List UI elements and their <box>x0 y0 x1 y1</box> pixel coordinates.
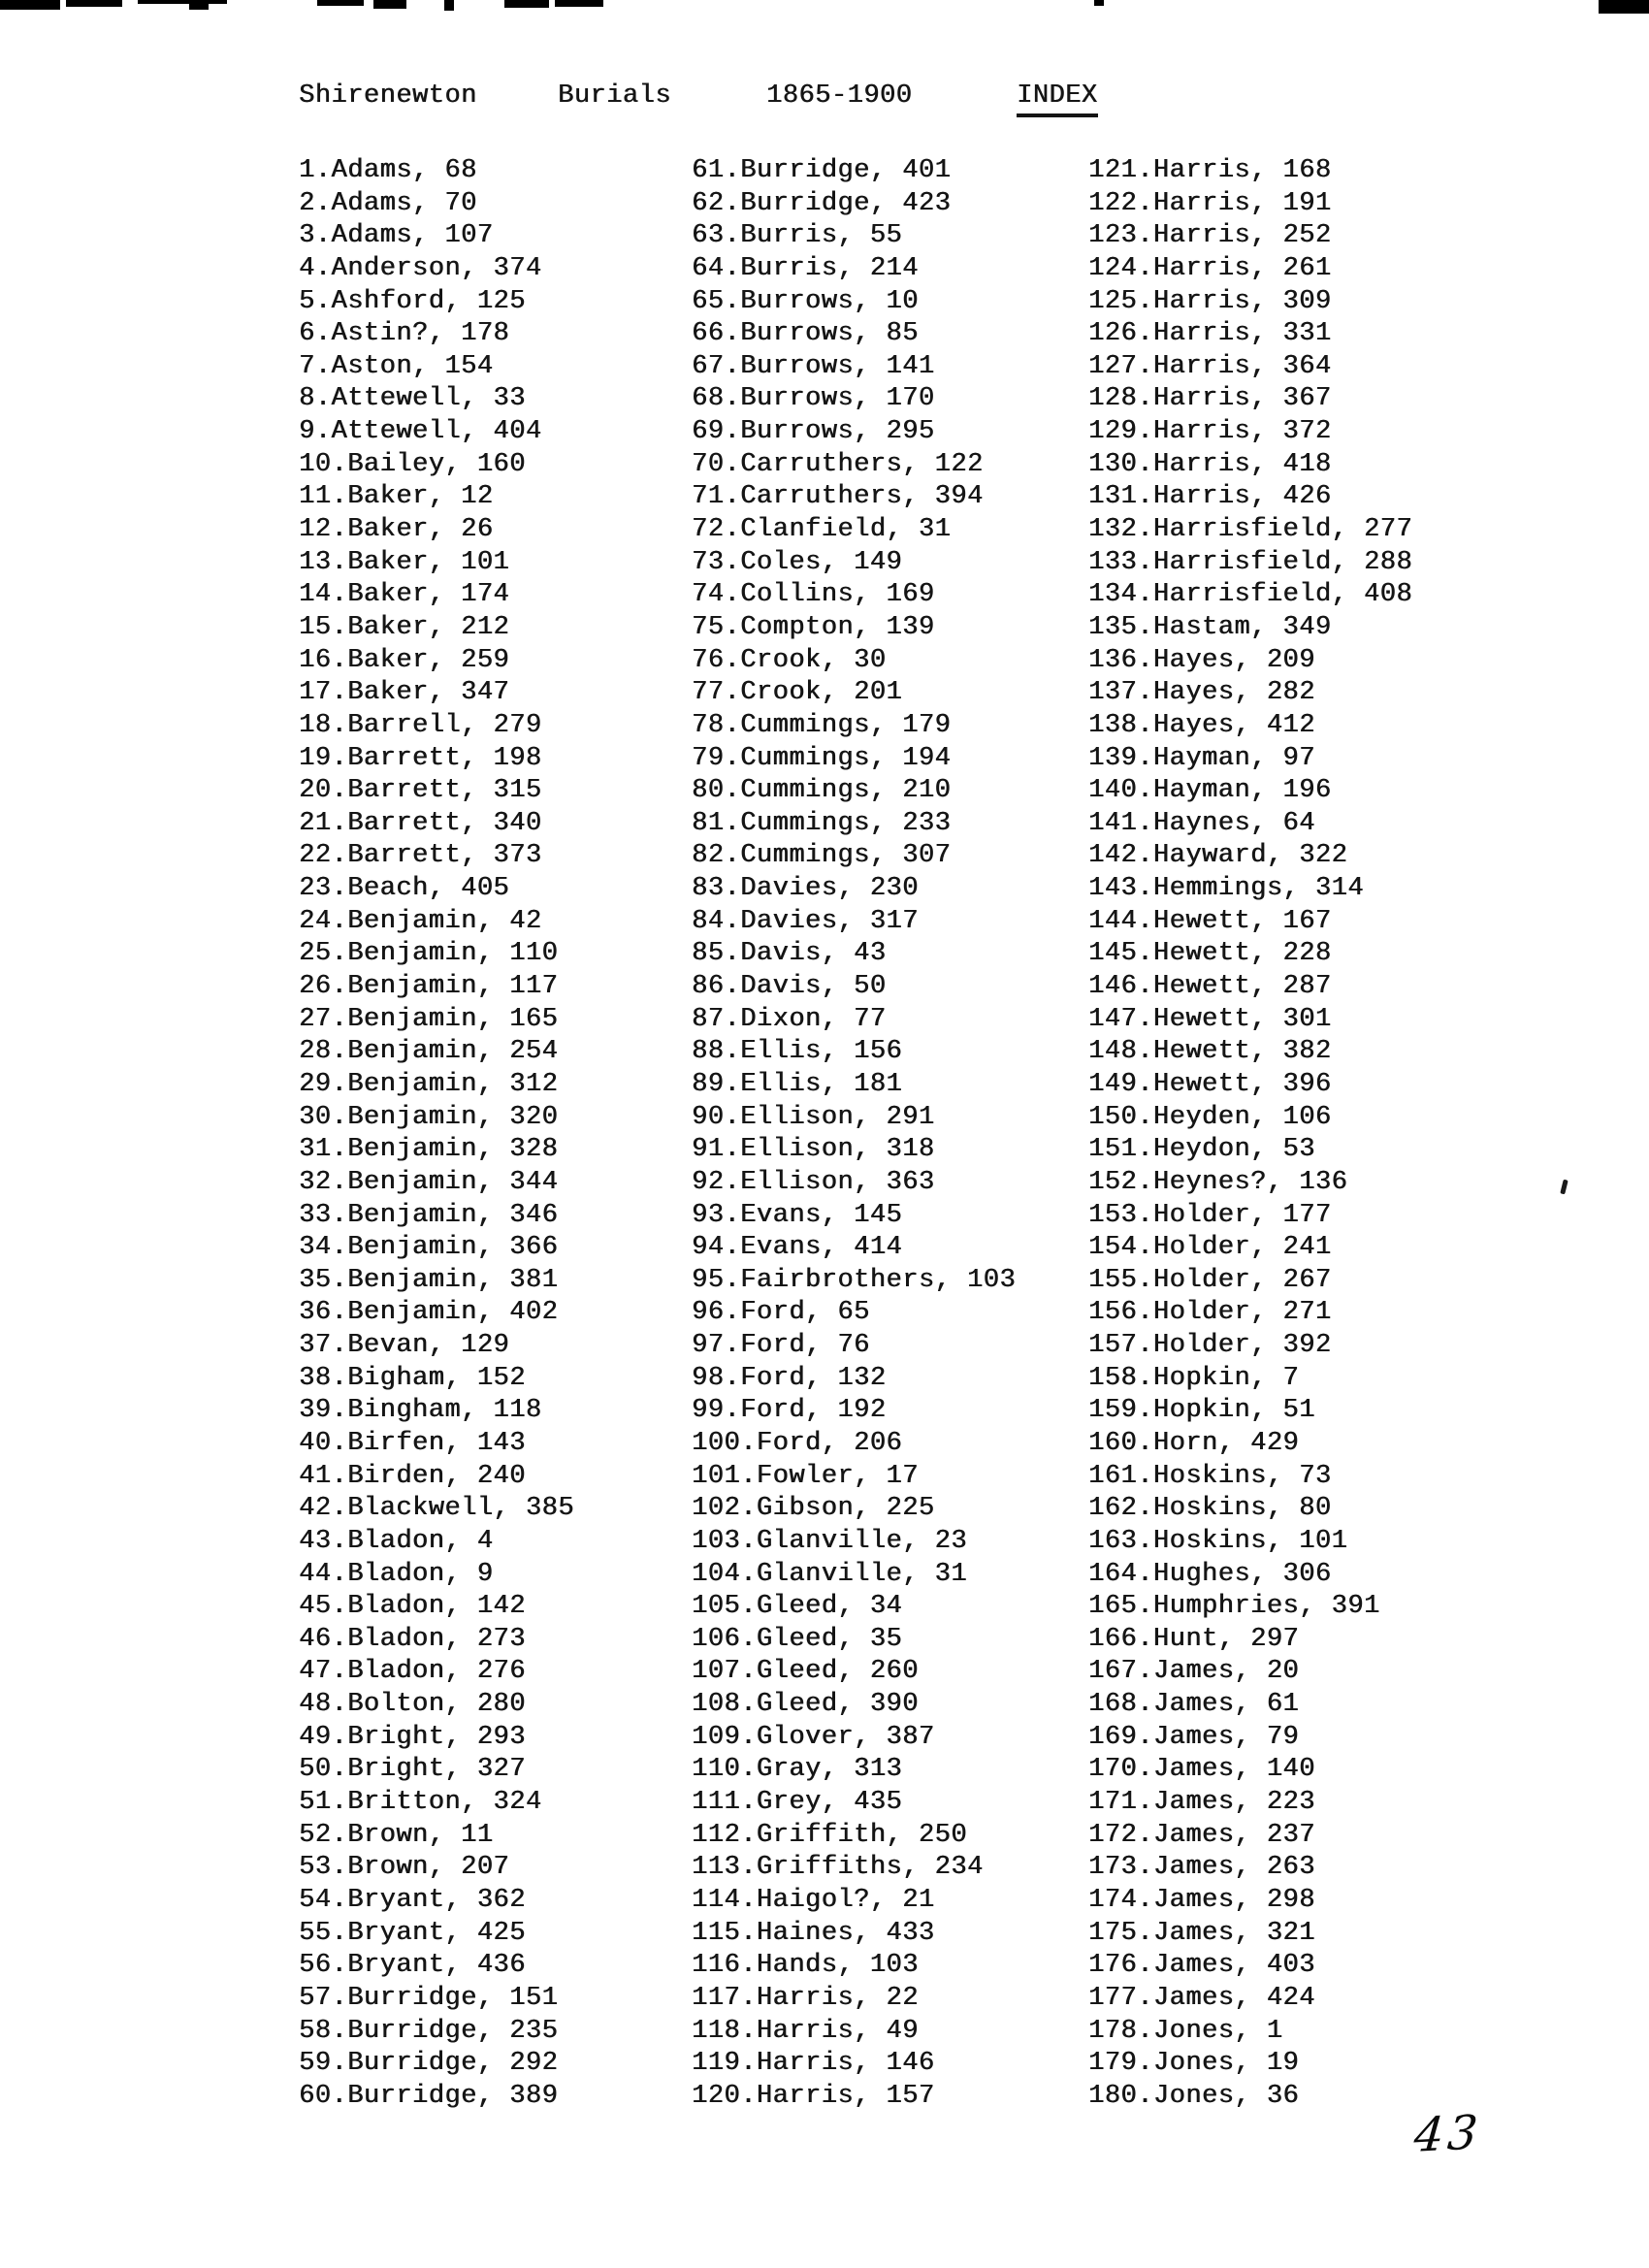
column-2 <box>692 155 1016 2113</box>
index-entry: 115.Haines, 433 <box>692 1918 935 1948</box>
index-entry: 51.Britton, 324 <box>299 1788 542 1818</box>
index-entry: 26.Benjamin, 117 <box>299 972 559 1002</box>
index-entry: 166.Hunt, 297 <box>1088 1624 1300 1654</box>
index-entry: 100.Ford, 206 <box>692 1428 903 1458</box>
index-entry: 150.Heyden, 106 <box>1088 1102 1332 1132</box>
index-entry: 159.Hopkin, 51 <box>1088 1396 1315 1426</box>
index-entry: 91.Ellison, 318 <box>692 1135 935 1165</box>
index-entry: 96.Ford, 65 <box>692 1298 870 1328</box>
scan-artifact <box>189 0 209 10</box>
index-entry: 117.Harris, 22 <box>692 1983 919 2013</box>
index-entry: 77.Crook, 201 <box>692 678 903 708</box>
index-entry: 37.Bevan, 129 <box>299 1331 510 1361</box>
index-entry: 107.Gleed, 260 <box>692 1657 919 1687</box>
index-entry: 34.Benjamin, 366 <box>299 1233 559 1263</box>
index-entry: 123.Harris, 252 <box>1088 221 1332 251</box>
index-entry: 173.James, 263 <box>1088 1853 1315 1883</box>
index-entry: 64.Burris, 214 <box>692 253 919 283</box>
index-entry: 126.Harris, 331 <box>1088 319 1332 349</box>
index-entry: 135.Hastam, 349 <box>1088 612 1332 642</box>
index-entry: 56.Bryant, 436 <box>299 1951 526 1981</box>
index-entry: 80.Cummings, 210 <box>692 776 952 806</box>
index-entry: 84.Davies, 317 <box>692 906 919 936</box>
index-entry: 20.Barrett, 315 <box>299 776 542 806</box>
index-entry: 62.Burridge, 423 <box>692 188 952 218</box>
index-entry: 101.Fowler, 17 <box>692 1461 919 1491</box>
index-entry: 127.Harris, 364 <box>1088 351 1332 381</box>
index-entry: 8.Attewell, 33 <box>299 384 526 414</box>
index-entry: 142.Hayward, 322 <box>1088 841 1348 871</box>
index-entry: 1.Adams, 68 <box>299 156 477 185</box>
index-entry: 154.Holder, 241 <box>1088 1233 1332 1263</box>
index-entry: 103.Glanville, 23 <box>692 1526 967 1556</box>
index-entry: 67.Burrows, 141 <box>692 351 935 381</box>
index-entry: 49.Bright, 293 <box>299 1722 526 1752</box>
index-entry: 44.Bladon, 9 <box>299 1559 494 1589</box>
index-entry: 55.Bryant, 425 <box>299 1918 526 1948</box>
index-entry: 148.Hewett, 382 <box>1088 1037 1332 1067</box>
handwritten-page-number: 43 <box>1411 2105 1484 2163</box>
index-entry: 33.Benjamin, 346 <box>299 1200 559 1230</box>
index-entry: 172.James, 237 <box>1088 1820 1315 1850</box>
index-entry: 99.Ford, 192 <box>692 1396 887 1426</box>
index-entry: 47.Bladon, 276 <box>299 1657 526 1687</box>
index-entry: 143.Hemmings, 314 <box>1088 874 1364 904</box>
index-entry: 120.Harris, 157 <box>692 2081 935 2111</box>
index-entry: 69.Burrows, 295 <box>692 417 935 447</box>
index-entry: 109.Glover, 387 <box>692 1722 935 1752</box>
index-entry: 71.Carruthers, 394 <box>692 482 984 512</box>
header-index-label: INDEX <box>1017 81 1098 117</box>
scan-artifact <box>317 0 364 6</box>
index-entry: 24.Benjamin, 42 <box>299 906 542 936</box>
index-entry: 124.Harris, 261 <box>1088 253 1332 283</box>
index-entry: 137.Hayes, 282 <box>1088 678 1315 708</box>
index-entry: 140.Hayman, 196 <box>1088 776 1332 806</box>
index-entry: 178.Jones, 1 <box>1088 2016 1283 2046</box>
index-entry: 176.James, 403 <box>1088 1951 1315 1981</box>
index-entry: 162.Hoskins, 80 <box>1088 1494 1332 1524</box>
index-entry: 16.Baker, 259 <box>299 645 510 675</box>
index-entry: 41.Birden, 240 <box>299 1461 526 1491</box>
index-entry: 141.Haynes, 64 <box>1088 808 1315 838</box>
scan-artifact <box>444 0 454 11</box>
index-entry: 13.Baker, 101 <box>299 547 510 577</box>
index-entry: 58.Burridge, 235 <box>299 2016 559 2046</box>
index-entry: 106.Gleed, 35 <box>692 1624 903 1654</box>
index-entry: 112.Griffith, 250 <box>692 1820 967 1850</box>
index-entry: 5.Ashford, 125 <box>299 286 526 316</box>
index-entry: 59.Burridge, 292 <box>299 2049 559 2079</box>
index-entry: 147.Hewett, 301 <box>1088 1004 1332 1034</box>
index-entry: 63.Burris, 55 <box>692 221 903 251</box>
index-entry: 93.Evans, 145 <box>692 1200 903 1230</box>
scan-artifact <box>373 0 406 9</box>
index-entry: 169.James, 79 <box>1088 1722 1300 1752</box>
scan-artifact <box>1094 0 1104 6</box>
index-entry: 75.Compton, 139 <box>692 612 935 642</box>
index-entry: 152.Heynes?, 136 <box>1088 1167 1348 1197</box>
index-entry: 18.Barrell, 279 <box>299 710 542 740</box>
index-entry: 111.Grey, 435 <box>692 1788 903 1818</box>
index-entry: 161.Hoskins, 73 <box>1088 1461 1332 1491</box>
index-entry: 158.Hopkin, 7 <box>1088 1363 1300 1393</box>
index-entry: 30.Benjamin, 320 <box>299 1102 559 1132</box>
index-entry: 31.Benjamin, 328 <box>299 1135 559 1165</box>
index-entry: 6.Astin?, 178 <box>299 319 510 349</box>
index-entry: 157.Holder, 392 <box>1088 1331 1332 1361</box>
index-entry: 88.Ellis, 156 <box>692 1037 903 1067</box>
column-3 <box>1088 155 1412 2113</box>
index-entry: 167.James, 20 <box>1088 1657 1300 1687</box>
index-entry: 170.James, 140 <box>1088 1755 1315 1785</box>
index-entry: 165.Humphries, 391 <box>1088 1592 1380 1622</box>
index-entry: 46.Bladon, 273 <box>299 1624 526 1654</box>
scan-artifact-corner <box>1599 0 1649 14</box>
index-entry: 40.Birfen, 143 <box>299 1428 526 1458</box>
index-entry: 130.Harris, 418 <box>1088 449 1332 479</box>
index-entry: 15.Baker, 212 <box>299 612 510 642</box>
header-place: Shirenewton <box>299 81 477 111</box>
index-entry: 146.Hewett, 287 <box>1088 972 1332 1002</box>
index-entry: 90.Ellison, 291 <box>692 1102 935 1132</box>
index-entry: 132.Harrisfield, 277 <box>1088 515 1413 545</box>
index-entry: 32.Benjamin, 344 <box>299 1167 559 1197</box>
index-entry: 119.Harris, 146 <box>692 2049 935 2079</box>
index-entry: 82.Cummings, 307 <box>692 841 952 871</box>
column-1 <box>299 155 574 2113</box>
index-entry: 144.Hewett, 167 <box>1088 906 1332 936</box>
index-entry: 61.Burridge, 401 <box>692 156 952 185</box>
index-entry: 3.Adams, 107 <box>299 221 494 251</box>
index-entry: 179.Jones, 19 <box>1088 2049 1300 2079</box>
index-entry: 22.Barrett, 373 <box>299 841 542 871</box>
index-entry: 35.Benjamin, 381 <box>299 1265 559 1295</box>
index-entry: 10.Bailey, 160 <box>299 449 526 479</box>
index-entry: 60.Burridge, 389 <box>299 2081 559 2111</box>
index-entry: 87.Dixon, 77 <box>692 1004 887 1034</box>
index-entry: 36.Benjamin, 402 <box>299 1298 559 1328</box>
index-entry: 102.Gibson, 225 <box>692 1494 935 1524</box>
index-entry: 133.Harrisfield, 288 <box>1088 547 1413 577</box>
index-entry: 11.Baker, 12 <box>299 482 494 512</box>
index-entry: 163.Hoskins, 101 <box>1088 1526 1348 1556</box>
index-entry: 86.Davis, 50 <box>692 972 887 1002</box>
index-entry: 42.Blackwell, 385 <box>299 1494 574 1524</box>
index-entry: 174.James, 298 <box>1088 1885 1315 1915</box>
index-entry: 153.Holder, 177 <box>1088 1200 1332 1230</box>
scan-artifact <box>504 0 549 8</box>
index-entry: 9.Attewell, 404 <box>299 417 542 447</box>
index-entry: 57.Burridge, 151 <box>299 1983 559 2013</box>
index-entry: 74.Collins, 169 <box>692 580 935 610</box>
index-entry: 7.Aston, 154 <box>299 351 494 381</box>
index-entry: 2.Adams, 70 <box>299 188 477 218</box>
index-entry: 83.Davies, 230 <box>692 874 919 904</box>
index-entry: 180.Jones, 36 <box>1088 2081 1300 2111</box>
index-entry: 12.Baker, 26 <box>299 515 494 545</box>
index-entry: 171.James, 223 <box>1088 1788 1315 1818</box>
index-entry: 97.Ford, 76 <box>692 1331 870 1361</box>
index-entry: 104.Glanville, 31 <box>692 1559 967 1589</box>
index-entry: 121.Harris, 168 <box>1088 156 1332 185</box>
index-entry: 177.James, 424 <box>1088 1983 1315 2013</box>
index-entry: 73.Coles, 149 <box>692 547 903 577</box>
index-entry: 139.Hayman, 97 <box>1088 743 1315 773</box>
index-entry: 113.Griffiths, 234 <box>692 1853 984 1883</box>
index-entry: 17.Baker, 347 <box>299 678 510 708</box>
index-entry: 85.Davis, 43 <box>692 939 887 969</box>
index-entry: 70.Carruthers, 122 <box>692 449 984 479</box>
index-entry: 164.Hughes, 306 <box>1088 1559 1332 1589</box>
index-entry: 66.Burrows, 85 <box>692 319 919 349</box>
index-entry: 134.Harrisfield, 408 <box>1088 580 1413 610</box>
index-entry: 52.Brown, 11 <box>299 1820 494 1850</box>
index-entry: 125.Harris, 309 <box>1088 286 1332 316</box>
index-entry: 95.Fairbrothers, 103 <box>692 1265 1017 1295</box>
index-entry: 53.Brown, 207 <box>299 1853 510 1883</box>
index-entry: 39.Bingham, 118 <box>299 1396 542 1426</box>
index-entry: 168.James, 61 <box>1088 1690 1300 1720</box>
index-entry: 175.James, 321 <box>1088 1918 1315 1948</box>
index-entry: 138.Hayes, 412 <box>1088 710 1315 740</box>
index-entry: 92.Ellison, 363 <box>692 1167 935 1197</box>
index-entry: 25.Benjamin, 110 <box>299 939 559 969</box>
index-entry: 98.Ford, 132 <box>692 1363 887 1393</box>
index-entry: 114.Haigol?, 21 <box>692 1885 935 1915</box>
index-entry: 155.Holder, 267 <box>1088 1265 1332 1295</box>
index-entry: 78.Cummings, 179 <box>692 710 952 740</box>
index-entry: 110.Gray, 313 <box>692 1755 903 1785</box>
index-entry: 72.Clanfield, 31 <box>692 515 952 545</box>
index-entry: 129.Harris, 372 <box>1088 417 1332 447</box>
index-entry: 65.Burrows, 10 <box>692 286 919 316</box>
index-entry: 28.Benjamin, 254 <box>299 1037 559 1067</box>
index-entry: 29.Benjamin, 312 <box>299 1069 559 1099</box>
index-entry: 48.Bolton, 280 <box>299 1690 526 1720</box>
index-entry: 136.Hayes, 209 <box>1088 645 1315 675</box>
index-entry: 118.Harris, 49 <box>692 2016 919 2046</box>
index-entry: 116.Hands, 103 <box>692 1951 919 1981</box>
stray-pen-mark <box>1560 1180 1568 1195</box>
index-entry: 79.Cummings, 194 <box>692 743 952 773</box>
index-entry: 160.Horn, 429 <box>1088 1428 1300 1458</box>
index-entry: 45.Bladon, 142 <box>299 1592 526 1622</box>
index-entry: 14.Baker, 174 <box>299 580 510 610</box>
index-entry: 105.Gleed, 34 <box>692 1592 903 1622</box>
scan-artifact <box>555 0 603 7</box>
index-entry: 50.Bright, 327 <box>299 1755 526 1785</box>
index-entry: 131.Harris, 426 <box>1088 482 1332 512</box>
header-years: 1865-1900 <box>766 81 913 111</box>
index-entry: 156.Holder, 271 <box>1088 1298 1332 1328</box>
header-record-type: Burials <box>558 81 671 111</box>
scan-artifact <box>138 0 227 4</box>
index-entry: 128.Harris, 367 <box>1088 384 1332 414</box>
index-entry: 38.Bigham, 152 <box>299 1363 526 1393</box>
index-entry: 108.Gleed, 390 <box>692 1690 919 1720</box>
index-entry: 4.Anderson, 374 <box>299 253 542 283</box>
scan-artifact <box>66 0 122 7</box>
index-entry: 43.Bladon, 4 <box>299 1526 494 1556</box>
index-entry: 54.Bryant, 362 <box>299 1885 526 1915</box>
document-header <box>0 81 1649 120</box>
index-entry: 68.Burrows, 170 <box>692 384 935 414</box>
index-entry: 76.Crook, 30 <box>692 645 887 675</box>
index-entry: 21.Barrett, 340 <box>299 808 542 838</box>
index-entry: 27.Benjamin, 165 <box>299 1004 559 1034</box>
index-entry: 94.Evans, 414 <box>692 1233 903 1263</box>
index-entry: 23.Beach, 405 <box>299 874 510 904</box>
index-entry: 81.Cummings, 233 <box>692 808 952 838</box>
index-entry: 151.Heydon, 53 <box>1088 1135 1315 1165</box>
index-entry: 122.Harris, 191 <box>1088 188 1332 218</box>
index-entry: 145.Hewett, 228 <box>1088 939 1332 969</box>
index-entry: 19.Barrett, 198 <box>299 743 542 773</box>
scan-artifact <box>0 0 60 10</box>
index-entry: 89.Ellis, 181 <box>692 1069 903 1099</box>
index-entry: 149.Hewett, 396 <box>1088 1069 1332 1099</box>
